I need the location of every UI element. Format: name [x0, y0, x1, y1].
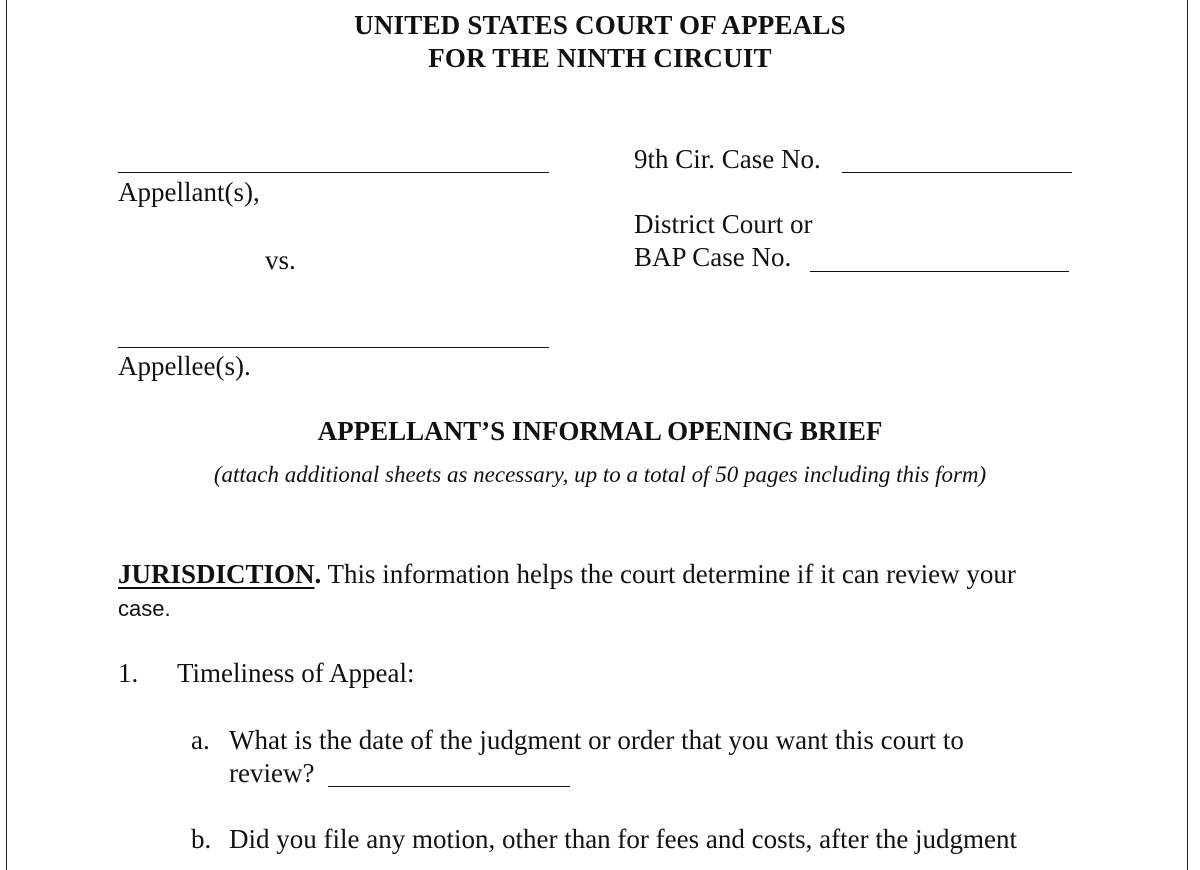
appellant-label: Appellant(s),: [118, 177, 260, 207]
appellant-name-field[interactable]: [118, 172, 549, 173]
jurisdiction-heading: JURISDICTION: [118, 559, 315, 589]
qa-line1: What is the date of the judgment or order that you want this court to: [229, 725, 964, 755]
brief-subtitle: (attach additional sheets as necessary, up to a total of 50 pages including this form): [213, 462, 987, 487]
vs-label: vs.: [265, 245, 296, 275]
district-case-field[interactable]: [810, 271, 1069, 272]
q1-text: Timeliness of Appeal:: [177, 658, 415, 688]
district-court-label: District Court or: [634, 209, 813, 239]
jurisdiction-paragraph: [118, 558, 1016, 590]
court-title-line2: FOR THE NINTH CIRCUIT: [428, 43, 772, 73]
qb-letter: b.: [191, 824, 212, 854]
appellee-name-field[interactable]: [118, 347, 549, 348]
qa-letter: a.: [191, 725, 210, 755]
court-title-line1: UNITED STATES COURT OF APPEALS: [354, 10, 846, 40]
ninth-cir-case-label: 9th Cir. Case No.: [634, 144, 821, 174]
bap-case-label: BAP Case No.: [634, 242, 792, 272]
brief-title: APPELLANT’S INFORMAL OPENING BRIEF: [317, 416, 883, 446]
qb-line1: Did you file any motion, other than for fees and costs, after the judgment: [229, 824, 1018, 854]
jurisdiction-intro-line2: case.: [118, 596, 171, 621]
jurisdiction-intro-line1: This information helps the court determine if it can review your: [321, 559, 1016, 589]
qa-line2: review?: [229, 758, 315, 788]
ninth-cir-case-field[interactable]: [842, 172, 1072, 173]
jurisdiction-heading-period: .: [314, 559, 322, 589]
appellee-label: Appellee(s).: [118, 351, 251, 381]
q1-number: 1.: [118, 658, 139, 688]
judgment-date-field[interactable]: [328, 786, 570, 787]
